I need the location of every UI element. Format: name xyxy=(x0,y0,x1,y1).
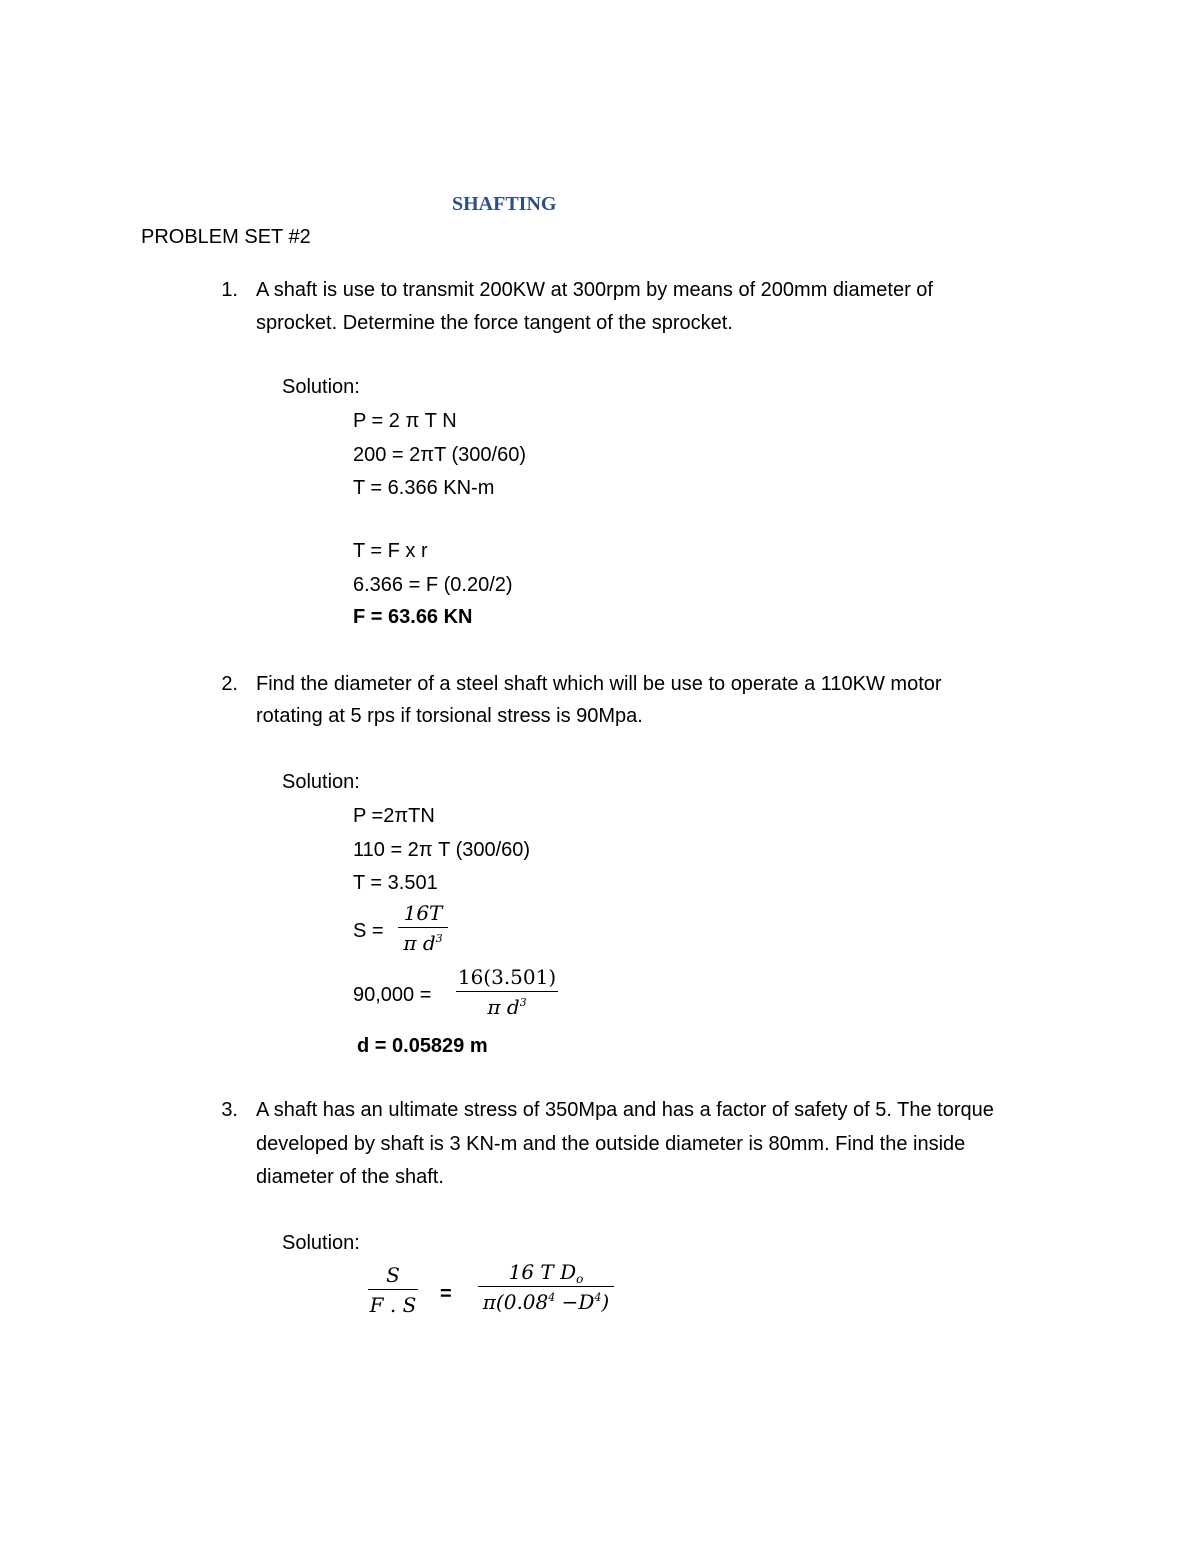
solution-step: 6.366 = F (0.20/2) xyxy=(353,574,513,596)
solution-step: P =2πTN xyxy=(353,805,435,827)
problem-text-line: developed by shaft is 3 KN-m and the outside diameter is 80mm. Find the inside xyxy=(256,1133,966,1155)
fraction-bar xyxy=(368,1289,418,1290)
solution-answer: d = 0.05829 m xyxy=(357,1035,488,1057)
solution-step: T = F x r xyxy=(353,540,428,562)
document-title: SHAFTING xyxy=(452,193,557,215)
equals-sign: = xyxy=(440,1283,452,1305)
solution-step: P = 2 π T N xyxy=(353,410,457,432)
fraction-denominator: π $d^3$ xyxy=(487,995,527,1019)
fraction-denominator: π $d^3$ xyxy=(403,931,443,955)
solution-label: Solution: xyxy=(282,771,360,793)
problem-set-heading: PROBLEM SET #2 xyxy=(141,226,311,248)
solution-label: Solution: xyxy=(282,376,360,398)
problem-number: 1. xyxy=(221,279,238,301)
solution-label: Solution: xyxy=(282,1232,360,1254)
fraction-denominator: $\pi(0.08^4 -D^4)$ xyxy=(482,1290,610,1314)
problem-text-line: Find the diameter of a steel shaft which will be use to operate a 110KW motor xyxy=(256,673,942,695)
fraction-stress-over-fs xyxy=(368,1265,418,1315)
fraction-bar xyxy=(456,991,558,992)
formula-lhs: 90,000 = xyxy=(353,984,432,1006)
solution-step: 110 = 2π T (300/60) xyxy=(353,839,531,861)
problem-text-line: A shaft is use to transmit 200KW at 300rpm by means of 200mm diameter of xyxy=(256,279,933,301)
solution-step: T = 6.366 KN-m xyxy=(353,477,495,499)
solution-answer: F = 63.66 KN xyxy=(353,606,473,628)
fraction-stress xyxy=(398,903,448,953)
problem-text-line: sprocket. Determine the force tangent of the sprocket. xyxy=(256,312,733,334)
fraction-hollow-shaft xyxy=(478,1262,614,1312)
solution-step: T = 3.501 xyxy=(353,872,438,894)
problem-text-line: rotating at 5 rps if torsional stress is 90Mpa. xyxy=(256,705,643,727)
fraction-numerator: 16 T $D_o$ xyxy=(508,1260,584,1286)
solution-step: 200 = 2πT (300/60) xyxy=(353,444,526,466)
fraction-numerator: S xyxy=(386,1263,400,1287)
formula-lhs: S = xyxy=(353,920,384,942)
problem-text-line: diameter of the shaft. xyxy=(256,1166,444,1188)
fraction-numerator: 16T xyxy=(403,901,443,925)
fraction-numerator: 16(3.501) xyxy=(457,965,557,989)
fraction-denominator: F . S xyxy=(369,1293,417,1317)
problem-number: 3. xyxy=(221,1099,238,1121)
fraction-90000 xyxy=(456,967,558,1017)
problem-number: 2. xyxy=(221,673,238,695)
problem-text-line: A shaft has an ultimate stress of 350Mpa and has a factor of safety of 5. The torque xyxy=(256,1099,994,1121)
fraction-bar xyxy=(478,1286,614,1287)
fraction-bar xyxy=(398,927,448,928)
